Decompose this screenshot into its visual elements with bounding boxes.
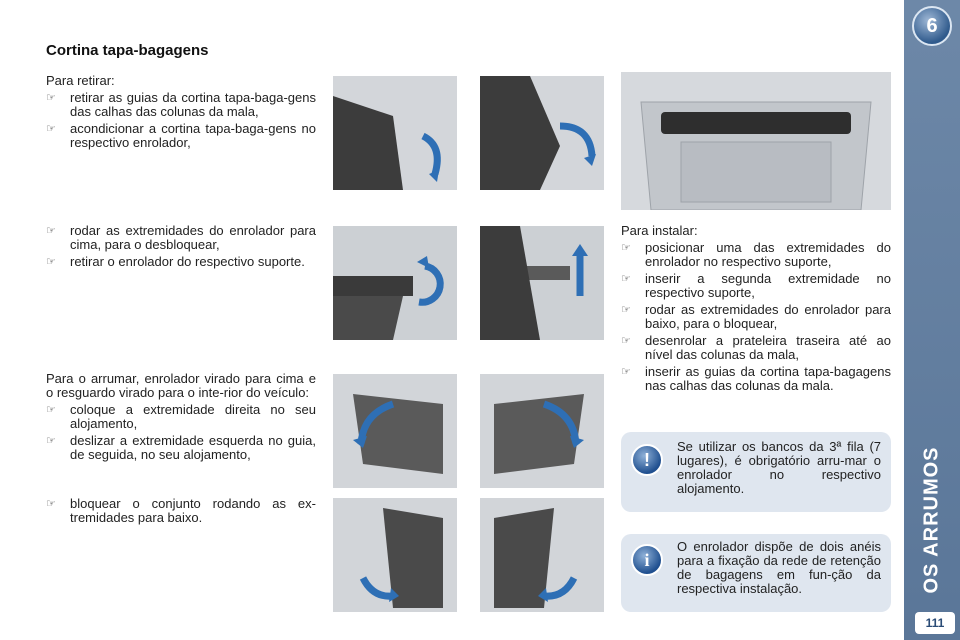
photo-remove-guide-left bbox=[333, 76, 457, 190]
photo-lock-left bbox=[333, 498, 457, 612]
photo-roller-lift-right bbox=[480, 226, 604, 340]
list-item: ☞ retirar o enrolador do respectivo suporte. bbox=[46, 254, 305, 269]
chapter-number-badge: 6 bbox=[912, 6, 952, 46]
warning-icon: ! bbox=[631, 444, 663, 476]
photo-lock-right bbox=[480, 498, 604, 612]
pointing-hand-icon: ☞ bbox=[46, 256, 56, 268]
pointing-hand-icon: ☞ bbox=[46, 435, 56, 447]
pointing-hand-icon: ☞ bbox=[621, 273, 631, 285]
pointing-hand-icon: ☞ bbox=[46, 123, 56, 135]
photo-store-right bbox=[480, 374, 604, 488]
photo-remove-guide-right bbox=[480, 76, 604, 190]
photo-store-left bbox=[333, 374, 457, 488]
info-icon: i bbox=[631, 544, 663, 576]
photo-roller-rotate-left bbox=[333, 226, 457, 340]
warning-notice bbox=[621, 432, 891, 512]
list-item: ☞ desenrolar a prateleira traseira até ao nível das colunas da mala, bbox=[621, 333, 891, 362]
remove-intro: Para retirar: bbox=[46, 73, 115, 88]
remove-instructions bbox=[46, 74, 316, 150]
list-item: ☞ inserir as guias da cortina tapa-bagagens nas calhas das colunas da mala. bbox=[621, 364, 891, 393]
store-instructions-2 bbox=[46, 497, 316, 525]
pointing-hand-icon: ☞ bbox=[46, 92, 56, 104]
pointing-hand-icon: ☞ bbox=[621, 304, 631, 316]
pointing-hand-icon: ☞ bbox=[621, 242, 631, 254]
info-notice bbox=[621, 534, 891, 612]
list-item: ☞ deslizar a extremidade esquerda no guia, de seguida, no seu alojamento, bbox=[46, 433, 316, 462]
install-intro: Para instalar: bbox=[621, 223, 698, 238]
list-item: ☞ acondicionar a cortina tapa-baga-gens no respectivo enrolador, bbox=[46, 121, 316, 150]
list-item: ☞ bloquear o conjunto rodando as ex-tremidades para baixo. bbox=[46, 496, 316, 525]
pointing-hand-icon: ☞ bbox=[46, 498, 56, 510]
list-item: ☞ inserir a segunda extremidade no respectivo suporte, bbox=[621, 271, 891, 300]
list-item: ☞ coloque a extremidade direita no seu alojamento, bbox=[46, 402, 316, 431]
pointing-hand-icon: ☞ bbox=[621, 335, 631, 347]
page-number: 111 bbox=[915, 612, 955, 634]
chapter-title: OS ARRUMOS bbox=[920, 446, 943, 594]
list-item: ☞ retirar as guias da cortina tapa-baga-gens das calhas das colunas da mala, bbox=[46, 90, 316, 119]
list-item: ☞ rodar as extremidades do enrolador para cima, para o desbloquear, bbox=[46, 223, 316, 252]
remove-instructions-2 bbox=[46, 224, 316, 269]
list-item: ☞ rodar as extremidades do enrolador para baixo, para o bloquear, bbox=[621, 302, 891, 331]
install-instructions bbox=[621, 224, 891, 393]
pointing-hand-icon: ☞ bbox=[46, 404, 56, 416]
info-text: O enrolador dispõe de dois anéis para a fixação da rede de retenção de bagagens em fun-ção da respectiva instalação. bbox=[677, 539, 881, 596]
warning-text: Se utilizar os bancos da 3ª fila (7 lugares), é obrigatório arru-mar o enrolador no respectivo alojamento. bbox=[677, 439, 881, 496]
store-intro: Para o arrumar, enrolador virado para cima e o resguardo virado para o inte-rior do veículo: bbox=[46, 371, 316, 400]
section-title: Cortina tapa-bagagens bbox=[46, 42, 209, 59]
pointing-hand-icon: ☞ bbox=[621, 366, 631, 378]
list-item: ☞ posicionar uma das extremidades do enrolador no respectivo suporte, bbox=[621, 240, 891, 269]
photo-boot-overview bbox=[621, 72, 891, 210]
pointing-hand-icon: ☞ bbox=[46, 225, 56, 237]
store-instructions bbox=[46, 372, 316, 462]
